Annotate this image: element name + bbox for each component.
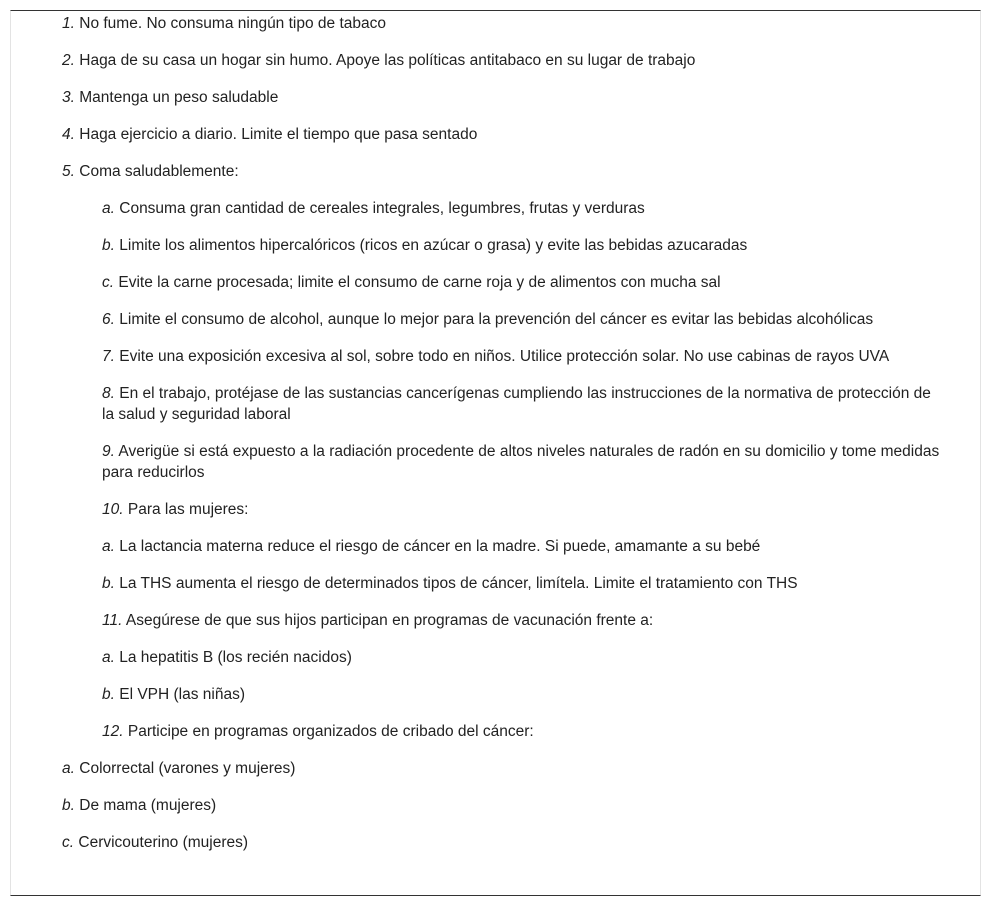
item-text: Consuma gran cantidad de cereales integrales, legumbres, frutas y verduras (119, 200, 645, 217)
item-number: 12. (102, 723, 124, 740)
item-text: Cervicouterino (mujeres) (78, 834, 249, 851)
item-text: El VPH (las niñas) (119, 686, 246, 703)
list-item (102, 573, 942, 594)
list-item (102, 499, 942, 520)
item-number: b. (102, 686, 115, 703)
item-number: 6. (102, 311, 115, 328)
item-number: 1. (62, 15, 75, 32)
item-text: Evite la carne procesada; limite el consumo de carne roja y de alimentos con mucha sal (118, 274, 721, 291)
item-number: b. (102, 237, 115, 254)
list-item (62, 161, 942, 182)
list-item (102, 235, 942, 256)
item-text: Haga ejercicio a diario. Limite el tiempo que pasa sentado (79, 126, 478, 143)
item-number: a. (62, 760, 75, 777)
item-text: Evite una exposición excesiva al sol, sobre todo en niños. Utilice protección solar. No use cabinas de rayos UVA (119, 348, 890, 365)
item-text: De mama (mujeres) (79, 797, 217, 814)
item-text: Para las mujeres: (127, 501, 249, 518)
item-text: Coma saludablemente: (79, 163, 239, 180)
item-text: En el trabajo, protéjase de las sustancias cancerígenas cumpliendo las instrucciones de la normativa de protección de la salud y seguridad laboral (102, 385, 931, 423)
item-text: La THS aumenta el riesgo de determinados tipos de cáncer, limítela. Limite el tratamiento con THS (119, 575, 798, 592)
item-number: 9. (102, 443, 115, 460)
list-item (102, 346, 942, 367)
item-number: 11. (102, 612, 123, 629)
item-number: c. (62, 834, 75, 851)
item-number: 2. (62, 52, 75, 69)
item-text: La lactancia materna reduce el riesgo de cáncer en la madre. Si puede, amamante a su bebé (119, 538, 761, 555)
item-text: Participe en programas organizados de cribado del cáncer: (127, 723, 534, 740)
list-item (62, 87, 942, 108)
item-text: La hepatitis B (los recién nacidos) (119, 649, 352, 666)
list-item (102, 272, 942, 293)
item-number: 7. (102, 348, 115, 365)
item-text: No fume. No consuma ningún tipo de tabaco (79, 15, 386, 32)
item-text: Asegúrese de que sus hijos participan en programas de vacunación frente a: (125, 612, 654, 629)
list-item (102, 441, 942, 483)
list-item (62, 832, 942, 853)
item-number: b. (62, 797, 75, 814)
item-number: 8. (102, 385, 115, 402)
item-number: 10. (102, 501, 124, 518)
list-item (102, 647, 942, 668)
list-item (102, 309, 942, 330)
item-text: Mantenga un peso saludable (79, 89, 279, 106)
list-item (62, 50, 942, 71)
recommendations-list (62, 13, 942, 869)
item-text: Limite los alimentos hipercalóricos (ricos en azúcar o grasa) y evite las bebidas azucaradas (119, 237, 748, 254)
list-item (62, 13, 942, 34)
item-number: 4. (62, 126, 75, 143)
item-number: 3. (62, 89, 75, 106)
item-text: Averigüe si está expuesto a la radiación procedente de altos niveles naturales de radón en su domicilio y tome medidas para reducirlos (102, 443, 940, 481)
item-number: b. (102, 575, 115, 592)
item-text: Haga de su casa un hogar sin humo. Apoye las políticas antitabaco en su lugar de trabajo (79, 52, 696, 69)
list-item (62, 758, 942, 779)
list-item (102, 684, 942, 705)
item-text: Colorrectal (varones y mujeres) (79, 760, 296, 777)
list-item (62, 795, 942, 816)
list-item (102, 383, 942, 425)
item-number: a. (102, 200, 115, 217)
item-text: Limite el consumo de alcohol, aunque lo mejor para la prevención del cáncer es evitar las bebidas alcohólicas (119, 311, 874, 328)
list-item (62, 124, 942, 145)
item-number: a. (102, 538, 115, 555)
list-item (102, 198, 942, 219)
list-item (102, 610, 942, 631)
item-number: 5. (62, 163, 75, 180)
list-item (102, 721, 942, 742)
item-number: a. (102, 649, 115, 666)
list-item (102, 536, 942, 557)
item-number: c. (102, 274, 115, 291)
